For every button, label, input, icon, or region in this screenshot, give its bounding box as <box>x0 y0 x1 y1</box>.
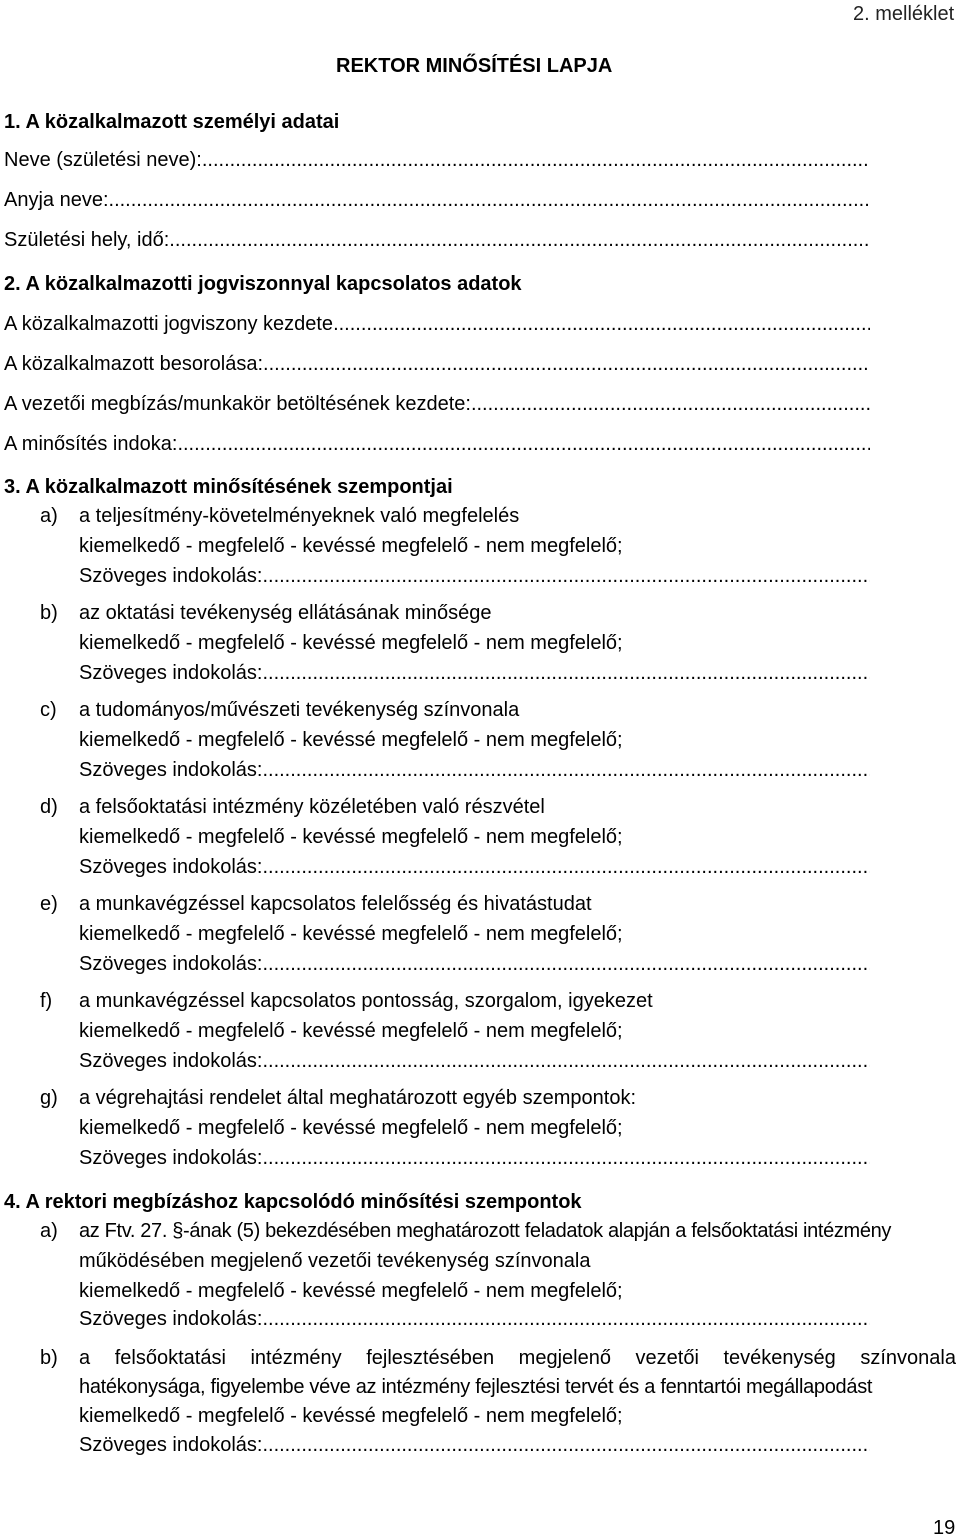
criterion-text-line-1: a felsőoktatási intézmény fejlesztésében megjelenő vezetői tevékenység színvonala <box>79 1347 956 1369</box>
page-title: REKTOR MINŐSÍTÉSI LAPJA <box>336 55 613 77</box>
section-3-heading: 3. A közalkalmazott minősítésének szempontjai <box>4 476 453 498</box>
name-field[interactable] <box>4 148 870 172</box>
criterion-text: az oktatási tevékenység ellátásának minősége <box>79 602 492 624</box>
justification-field[interactable] <box>79 1146 870 1170</box>
item-letter: f) <box>40 990 53 1012</box>
justification-label: Szöveges indokolás: <box>79 1308 263 1330</box>
mandate-start-field[interactable] <box>4 392 870 416</box>
justification-label: Szöveges indokolás: <box>79 1147 263 1169</box>
rating-options[interactable]: kiemelkedő - megfelelő - kevéssé megfelelő - nem megfelelő; <box>79 1117 623 1139</box>
justification-label: Szöveges indokolás: <box>79 759 263 781</box>
criterion-text: a végrehajtási rendelet által meghatározott egyéb szempontok: <box>79 1087 637 1109</box>
item-letter: b) <box>40 602 58 624</box>
rating-options[interactable]: kiemelkedő - megfelelő - kevéssé megfelelő - nem megfelelő; <box>79 1405 623 1427</box>
rating-options[interactable]: kiemelkedő - megfelelő - kevéssé megfelelő - nem megfelelő; <box>79 1020 623 1042</box>
rating-reason-field-label: A minősítés indoka: <box>4 433 178 455</box>
rating-options[interactable]: kiemelkedő - megfelelő - kevéssé megfelelő - nem megfelelő; <box>79 826 623 848</box>
item-letter: a) <box>40 1220 58 1242</box>
item-letter: e) <box>40 893 58 915</box>
item-letter: g) <box>40 1087 58 1109</box>
classification-field-label: A közalkalmazott besorolása: <box>4 353 264 375</box>
rating-options[interactable]: kiemelkedő - megfelelő - kevéssé megfelelő - nem megfelelő; <box>79 923 623 945</box>
justification-label: Szöveges indokolás: <box>79 662 263 684</box>
item-letter: d) <box>40 796 58 818</box>
criterion-text: a tudományos/művészeti tevékenység színvonala <box>79 699 520 721</box>
item-letter: b) <box>40 1347 58 1369</box>
justification-field[interactable] <box>79 1307 870 1331</box>
rating-options[interactable]: kiemelkedő - megfelelő - kevéssé megfelelő - nem megfelelő; <box>79 729 623 751</box>
rating-options[interactable]: kiemelkedő - megfelelő - kevéssé megfelelő - nem megfelelő; <box>79 1280 623 1302</box>
criterion-text-line-2: működésében megjelenő vezetői tevékenység színvonala <box>79 1250 591 1272</box>
justification-label: Szöveges indokolás: <box>79 953 263 975</box>
mandate-start-field-label: A vezetői megbízás/munkakör betöltésének kezdete: <box>4 393 471 415</box>
justification-field[interactable] <box>79 1433 870 1457</box>
rating-options[interactable]: kiemelkedő - megfelelő - kevéssé megfelelő - nem megfelelő; <box>79 535 623 557</box>
justification-field[interactable] <box>79 564 870 588</box>
rating-options[interactable]: kiemelkedő - megfelelő - kevéssé megfelelő - nem megfelelő; <box>79 632 623 654</box>
mother-name-field-label: Anyja neve: <box>4 189 109 211</box>
criterion-text: a felsőoktatási intézmény közéletében való részvétel <box>79 796 545 818</box>
employment-start-field[interactable] <box>4 312 870 336</box>
criterion-text: a teljesítmény-követelményeknek való megfelelés <box>79 505 520 527</box>
section-2-heading: 2. A közalkalmazotti jogviszonnyal kapcsolatos adatok <box>4 273 522 295</box>
justification-field[interactable] <box>79 952 870 976</box>
rating-reason-field[interactable] <box>4 432 870 456</box>
justification-label: Szöveges indokolás: <box>79 565 263 587</box>
justification-label: Szöveges indokolás: <box>79 1434 263 1456</box>
name-field-label: Neve (születési neve): <box>4 149 202 171</box>
justification-field[interactable] <box>79 758 870 782</box>
justification-field[interactable] <box>79 855 870 879</box>
section-4-heading: 4. A rektori megbízáshoz kapcsolódó minősítési szempontok <box>4 1191 582 1213</box>
birth-place-date-field-label: Születési hely, idő: <box>4 229 170 251</box>
criterion-text: a munkavégzéssel kapcsolatos pontosság, szorgalom, igyekezet <box>79 990 653 1012</box>
mother-name-field[interactable] <box>4 188 870 212</box>
justification-field[interactable] <box>79 1049 870 1073</box>
item-letter: a) <box>40 505 58 527</box>
annex-label: 2. melléklet <box>853 3 955 25</box>
employment-start-field-label: A közalkalmazotti jogviszony kezdete <box>4 313 334 335</box>
justification-label: Szöveges indokolás: <box>79 856 263 878</box>
justification-label: Szöveges indokolás: <box>79 1050 263 1072</box>
section-1-heading: 1. A közalkalmazott személyi adatai <box>4 111 340 133</box>
criterion-text-line-1: az Ftv. 27. §-ának (5) bekezdésében meghatározott feladatok alapján a felsőoktatási intézmény <box>79 1220 892 1242</box>
justification-field[interactable] <box>79 661 870 685</box>
criterion-text-line-2: hatékonysága, figyelembe véve az intézmény fejlesztési tervét és a fenntartói megállapodást <box>79 1376 873 1398</box>
classification-field[interactable] <box>4 352 870 376</box>
item-letter: c) <box>40 699 57 721</box>
page-number: 19 <box>933 1517 956 1539</box>
criterion-text: a munkavégzéssel kapcsolatos felelősség és hivatástudat <box>79 893 592 915</box>
birth-place-date-field[interactable] <box>4 228 870 252</box>
